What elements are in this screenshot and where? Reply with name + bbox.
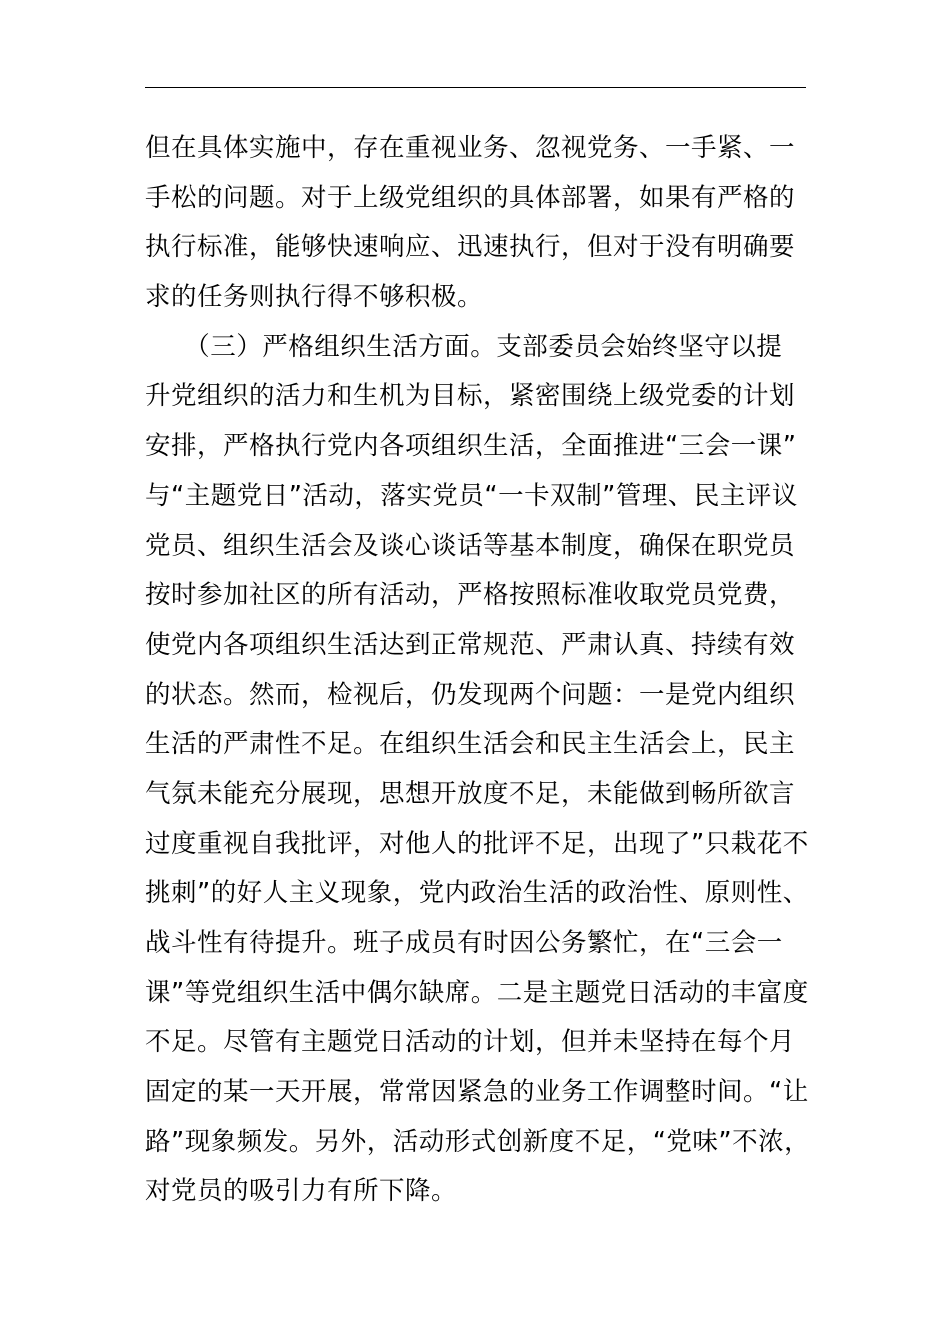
text-line: 升党组织的活力和生机为目标，紧密围绕上级党委的计划 [145, 381, 796, 412]
header-rule [145, 87, 806, 88]
text-line: 但在具体实施中，存在重视业务、忽视党务、一手紧、一 [145, 133, 796, 163]
text-line: 固定的某一天开展，常常因紧急的业务工作调整时间。“让 [145, 1077, 809, 1108]
text-line: 课”等党组织生活中偶尔缺席。二是主题党日活动的丰富度 [145, 977, 809, 1008]
text-line: 与“主题党日”活动，落实党员“一卡双制”管理、民主评议 [145, 480, 798, 511]
text-line: 气氛未能充分展现，思想开放度不足，未能做到畅所欲言 [145, 778, 796, 809]
text-line: 生活的严肃性不足。在组织生活会和民主生活会上，民主 [145, 729, 796, 760]
text-line: 按时参加社区的所有活动，严格按照标准收取党员党费， [145, 580, 796, 611]
text-line: 过度重视自我批评，对他人的批评不足，出现了”只栽花不 [145, 828, 809, 859]
text-line: 使党内各项组织生活达到正常规范、严肃认真、持续有效 [145, 629, 796, 660]
text-line: 对党员的吸引力有所下降。 [145, 1176, 458, 1207]
section-heading-line: （三）严格组织生活方面。支部委员会始终坚守以提 [145, 331, 783, 362]
text-line: 党员、组织生活会及谈心谈话等基本制度，确保在职党员 [145, 530, 796, 561]
body-text [145, 124, 811, 1217]
text-line: 路”现象频发。另外，活动形式创新度不足，“党味”不浓， [145, 1126, 811, 1157]
text-line: 求的任务则执行得不够积极。 [145, 282, 484, 313]
text-line: 安排，严格执行党内各项组织生活，全面推进“三会一课” [145, 431, 797, 462]
text-line: 手松的问题。对于上级党组织的具体部署，如果有严格的 [145, 182, 796, 213]
text-line: 的状态。然而，检视后，仍发现两个问题：一是党内组织 [145, 679, 796, 710]
text-line: 挑刺”的好人主义现象，党内政治生活的政治性、原则性、 [145, 878, 809, 909]
text-line: 不足。尽管有主题党日活动的计划，但并未坚持在每个月 [145, 1027, 796, 1058]
text-line: 战斗性有待提升。班子成员有时因公务繁忙，在“三会一 [145, 928, 783, 958]
text-line: 执行标准，能够快速响应、迅速执行，但对于没有明确要 [145, 232, 796, 263]
